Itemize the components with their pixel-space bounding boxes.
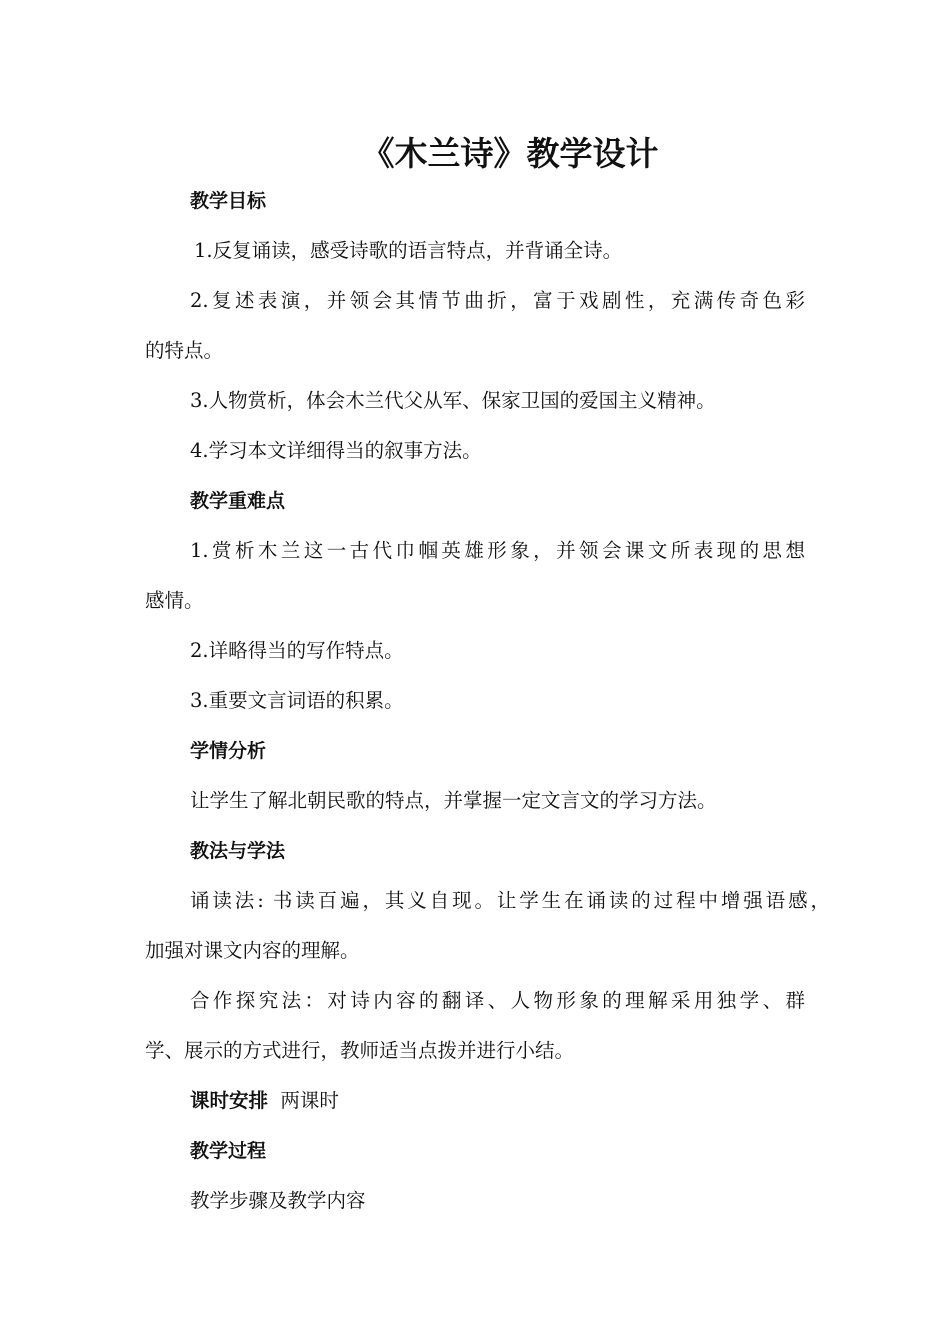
key-point-2: 2.详略得当的写作特点。 — [190, 639, 404, 662]
heading-process: 教学过程 — [190, 1140, 267, 1162]
document-title: 《木兰诗》教学设计 — [361, 134, 659, 173]
heading-analysis: 学情分析 — [190, 740, 267, 762]
method-cooperative-cont: 学、展示的方式进行，教师适当点拨并进行小结。 — [145, 1039, 575, 1062]
key-point-3: 3.重要文言词语的积累。 — [190, 689, 404, 712]
key-point-1-cont: 感情。 — [145, 589, 204, 612]
heading-goals: 教学目标 — [190, 190, 267, 212]
goal-item-4: 4.学习本文详细得当的叙事方法。 — [190, 439, 482, 462]
method-recitation: 诵读法: 书读百遍，其义自现。让学生在诵读的过程中增强语感， — [190, 889, 830, 912]
schedule-value: 两课时 — [280, 1089, 339, 1112]
goal-item-2: 2.复述表演，并领会其情节曲折，富于戏剧性，充满传奇色彩 — [190, 289, 805, 312]
heading-schedule: 课时安排 — [190, 1089, 269, 1112]
method-cooperative: 合作探究法：对诗内容的翻译、人物形象的理解采用独学、群 — [190, 989, 805, 1012]
heading-key-points: 教学重难点 — [190, 490, 286, 512]
goal-item-1: 1.反复诵读，感受诗歌的语言特点，并背诵全诗。 — [194, 239, 623, 262]
schedule-line — [190, 1086, 830, 1116]
process-text: 教学步骤及教学内容 — [190, 1189, 366, 1212]
goal-item-3: 3.人物赏析，体会木兰代父从军、保家卫国的爱国主义精神。 — [190, 389, 716, 412]
goal-item-2-cont: 的特点。 — [145, 339, 224, 362]
analysis-text: 让学生了解北朝民歌的特点，并掌握一定文言文的学习方法。 — [190, 789, 717, 812]
heading-methods: 教法与学法 — [190, 840, 286, 862]
method-recitation-cont: 加强对课文内容的理解。 — [145, 939, 360, 962]
key-point-1: 1.赏析木兰这一古代巾帼英雄形象，并领会课文所表现的思想 — [190, 539, 805, 562]
